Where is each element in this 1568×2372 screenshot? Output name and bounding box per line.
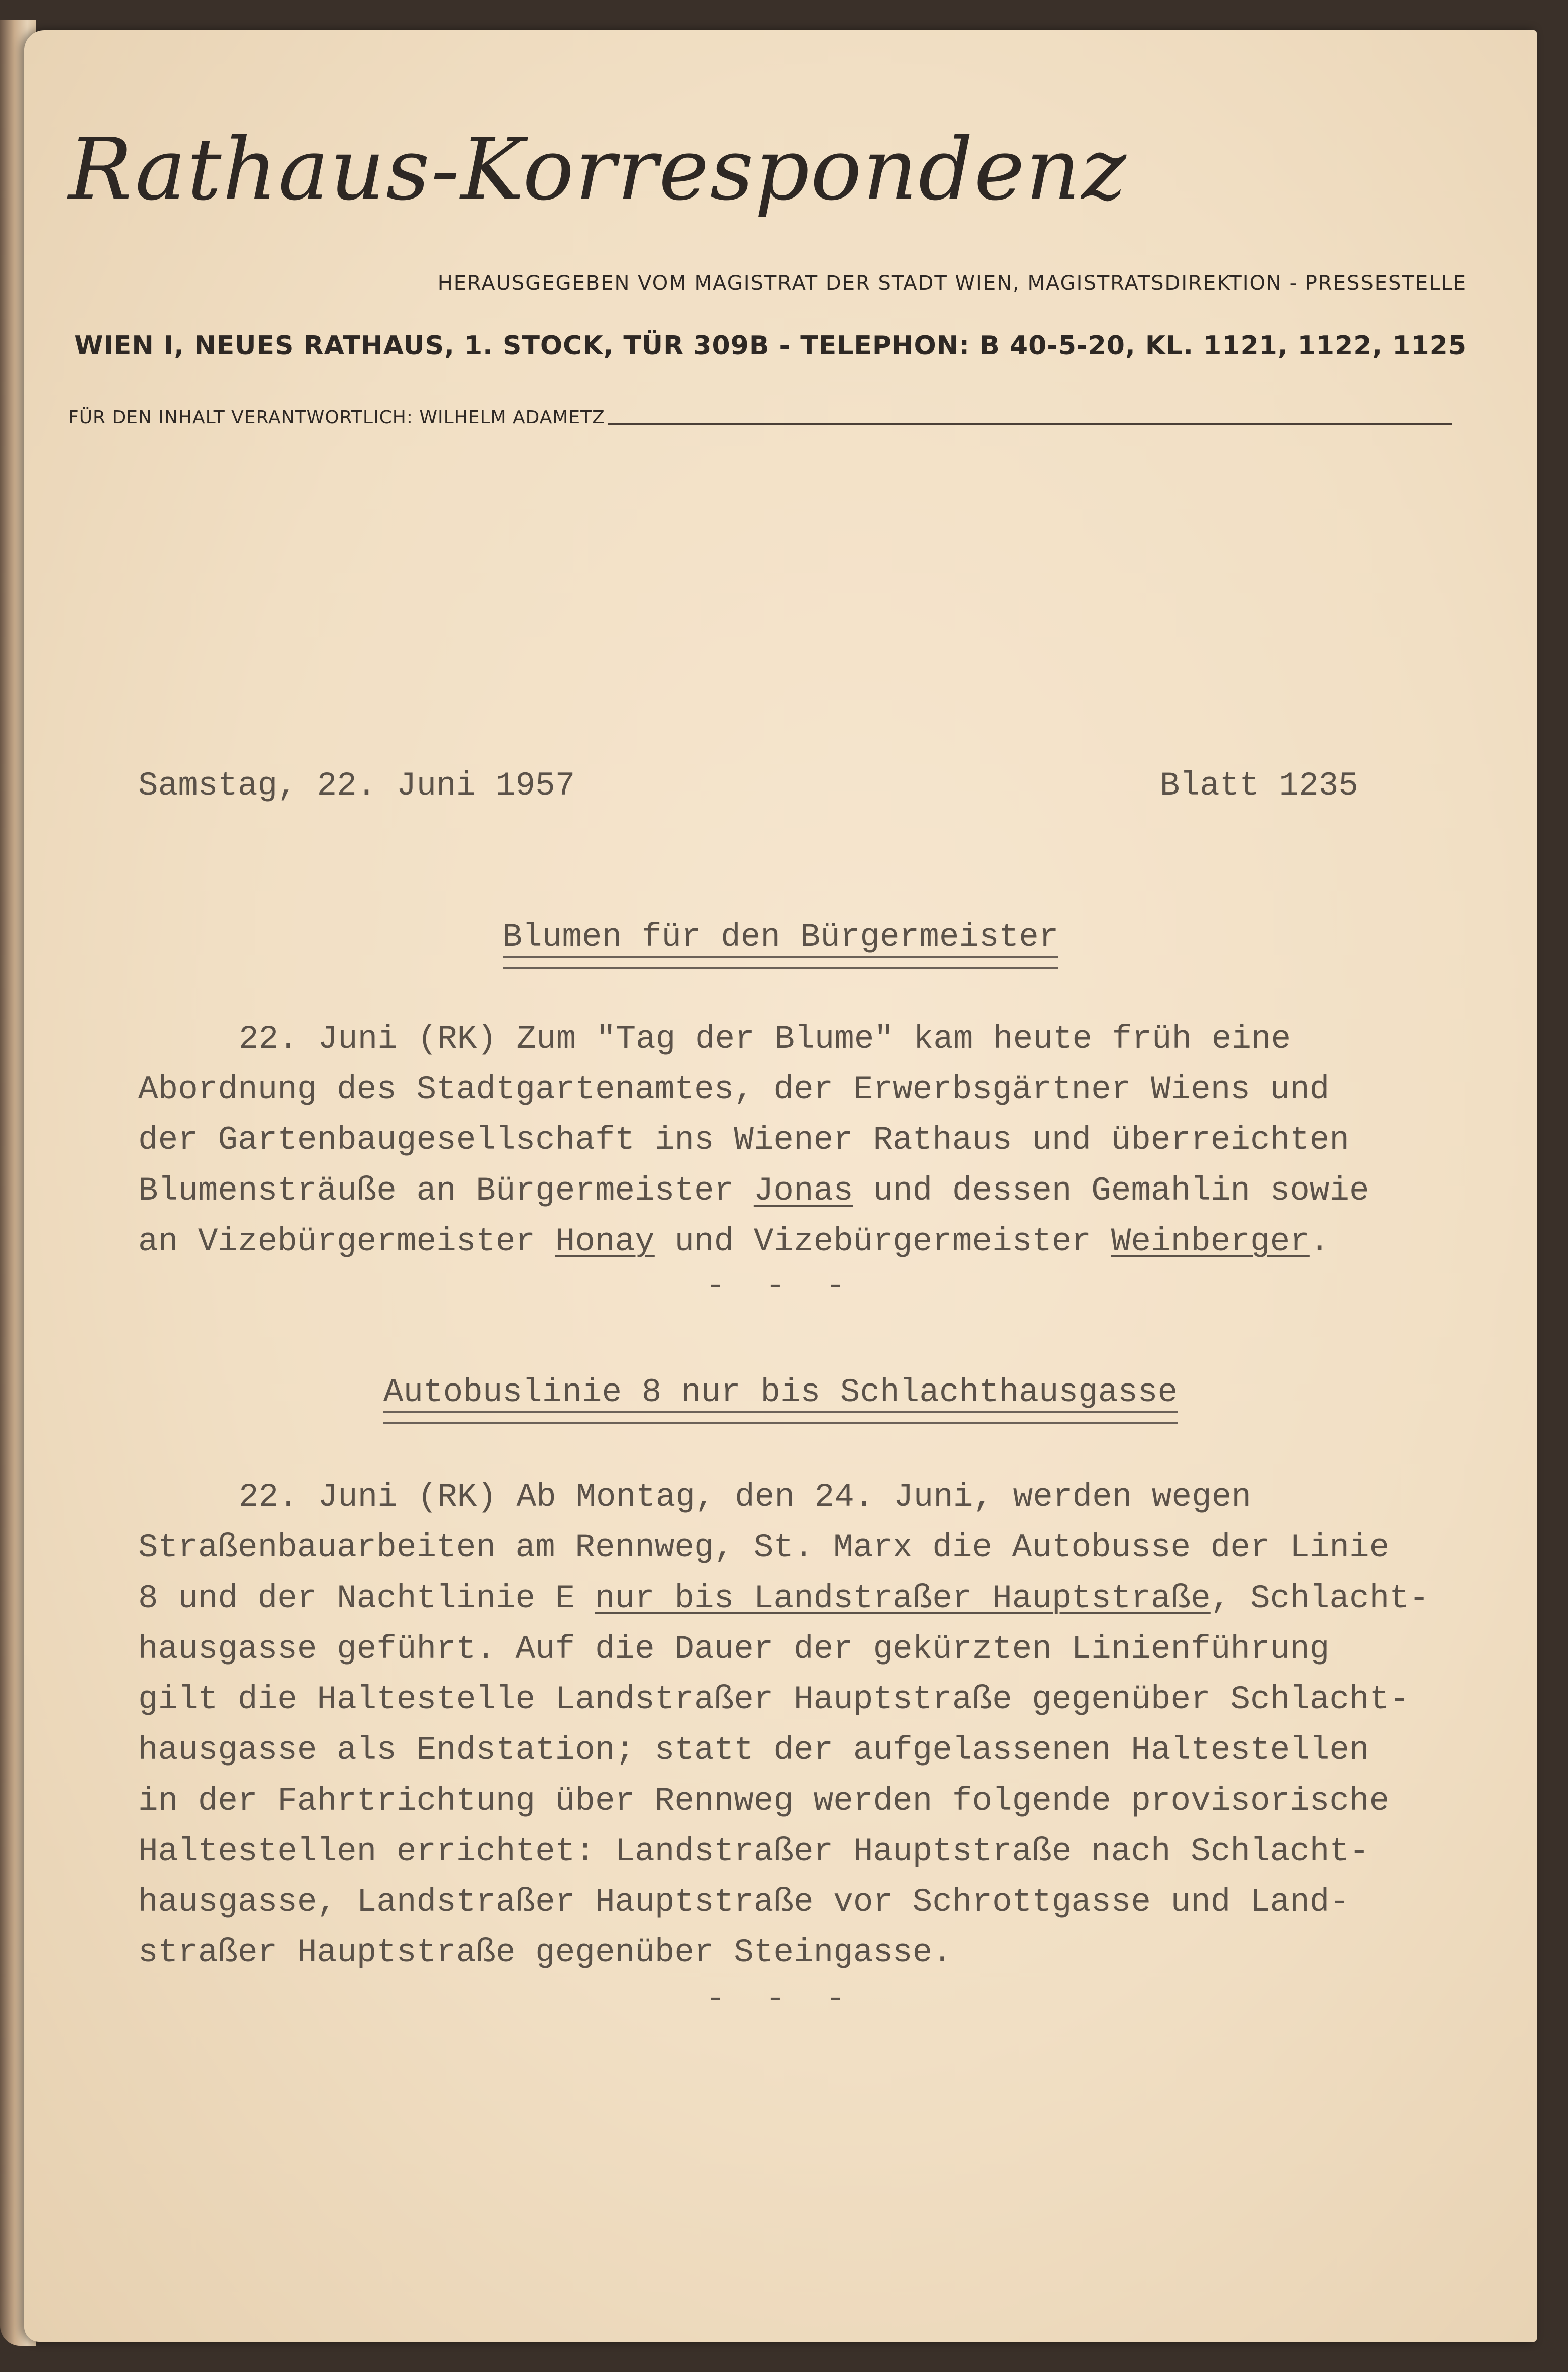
text-line: an Vizebürgermeister Honay und Vizebürgermeister Weinberger. bbox=[138, 1223, 1330, 1260]
responsible-label: FÜR DEN INHALT VERANTWORTLICH: WILHELM ADAMETZ bbox=[68, 407, 605, 428]
text-line: Blumensträuße an Bürgermeister Jonas und dessen Gemahlin sowie bbox=[138, 1172, 1369, 1210]
text-line: in der Fahrtrichtung über Rennweg werden folgende provisorische bbox=[138, 1782, 1390, 1820]
separator: - - - bbox=[705, 1267, 856, 1305]
article-2-body bbox=[138, 1472, 1429, 1978]
name-jonas: Jonas bbox=[753, 1172, 853, 1210]
double-underline bbox=[503, 956, 1059, 969]
separator: - - - bbox=[705, 1980, 856, 2018]
article-1-heading-text: Blumen für den Bürgermeister bbox=[503, 918, 1059, 969]
article-1-heading bbox=[24, 918, 1537, 969]
article-2-heading-text: Autobuslinie 8 nur bis Schlachthausgasse bbox=[383, 1373, 1178, 1424]
responsible-row bbox=[68, 407, 1452, 428]
publisher-line: HERAUSGEGEBEN VOM MAGISTRAT DER STADT WIEN, MAGISTRATSDIREKTION - PRESSESTELLE bbox=[437, 272, 1467, 295]
text-line: Haltestellen errichtet: Landstraßer Hauptstraße nach Schlacht- bbox=[138, 1833, 1369, 1870]
double-underline bbox=[383, 1411, 1178, 1424]
text-line: Straßenbauarbeiten am Rennweg, St. Marx die Autobusse der Linie bbox=[138, 1529, 1390, 1566]
rule-line bbox=[608, 423, 1452, 425]
text-line: hausgasse geführt. Auf die Dauer der gekürzten Linienführung bbox=[138, 1630, 1330, 1668]
underlined-route: nur bis Landstraßer Hauptstraße bbox=[595, 1579, 1211, 1617]
text-line: straßer Hauptstraße gegenüber Steingasse. bbox=[138, 1934, 952, 1971]
text-line: Abordnung des Stadtgartenamtes, der Erwerbsgärtner Wiens und bbox=[138, 1071, 1330, 1108]
sheet-number: Blatt 1235 bbox=[1159, 767, 1358, 805]
text-line: gilt die Haltestelle Landstraßer Hauptstraße gegenüber Schlacht- bbox=[138, 1681, 1409, 1718]
article-2-heading bbox=[24, 1373, 1537, 1424]
text-line: hausgasse, Landstraßer Hauptstraße vor Schrottgasse und Land- bbox=[138, 1883, 1349, 1921]
name-weinberger: Weinberger bbox=[1111, 1223, 1310, 1260]
document-page bbox=[24, 30, 1537, 2342]
address-line: WIEN I, NEUES RATHAUS, 1. STOCK, TÜR 309B - TELEPHON: B 40-5-20, KL. 1121, 1122, 1125 bbox=[74, 331, 1467, 361]
text-line: der Gartenbaugesellschaft ins Wiener Rathaus und überreichten bbox=[138, 1121, 1349, 1159]
text-line: 22. Juni (RK) Zum "Tag der Blume" kam heute früh eine bbox=[239, 1020, 1291, 1058]
masthead-title: Rathaus-Korrespondenz bbox=[68, 120, 1127, 220]
name-honay: Honay bbox=[555, 1223, 655, 1260]
article-1-body bbox=[138, 1014, 1369, 1267]
dateline: Samstag, 22. Juni 1957 bbox=[138, 767, 575, 805]
text-line: 8 und der Nachtlinie E nur bis Landstraßer Hauptstraße, Schlacht- bbox=[138, 1579, 1429, 1617]
text-line: 22. Juni (RK) Ab Montag, den 24. Juni, werden wegen bbox=[239, 1478, 1251, 1516]
text-line: hausgasse als Endstation; statt der aufgelassenen Haltestellen bbox=[138, 1731, 1369, 1769]
